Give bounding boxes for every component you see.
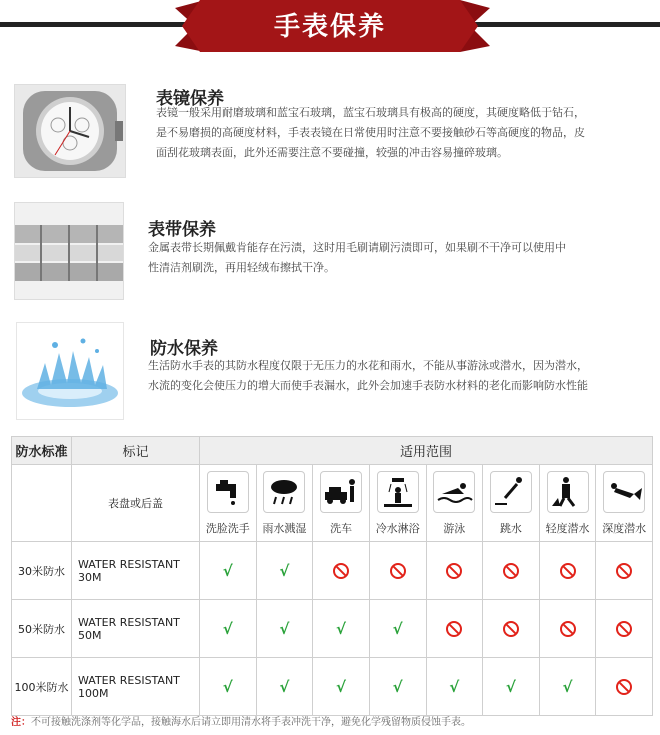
diving-icon [490,471,532,513]
blank-cell [12,465,72,542]
activity-label: 轻度潜水 [545,522,590,535]
waterproof-care-text: 生活防水手表的其防水程度仅限于无压力的水花和雨水，不能从事游泳或潜水，因为潜水，水流的变化会使压力的增大而使手表漏水，此外会加速手表防水材料的老化而影响防水性能 [148,359,588,392]
suitability-cell [426,600,483,658]
shower-icon [377,471,419,513]
watch-face-image [14,84,126,178]
footnote-text: 不可接触洗涤剂等化学品，接触海水后请立即用清水将手表冲洗干净，避免化学残留物质侵蚀手表。 [31,717,471,728]
suitability-cell [313,542,370,600]
forbidden-icon [503,563,519,579]
suitability-cell [200,658,257,716]
activity-label: 深度潜水 [602,522,647,535]
header-standard: 防水标准 [12,437,72,465]
table-row [12,600,653,658]
activity-cell [200,465,257,542]
water-splash-image [16,322,124,420]
car-wash-icon [320,471,362,513]
check-mark: √ [279,561,290,580]
activity-cell [539,465,596,542]
forbidden-icon [560,621,576,637]
forbidden-icon [503,621,519,637]
activity-label: 雨水溅湿 [262,522,307,535]
suitability-cell [596,658,653,716]
water-resistance-table [11,436,653,716]
activity-cell [369,465,426,542]
suitability-cell [256,542,313,600]
forbidden-icon [390,563,406,579]
footnote [11,713,471,728]
rating-label: 100米防水 [12,658,72,716]
suitability-cell [596,600,653,658]
check-mark: √ [392,619,403,638]
check-mark: √ [336,619,347,638]
suitability-cell [369,658,426,716]
header-range: 适用范围 [200,437,653,465]
check-mark: √ [222,677,233,696]
suitability-cell [483,542,540,600]
forbidden-icon [616,679,632,695]
metal-strap-image [14,202,124,300]
suitability-cell [256,658,313,716]
forbidden-icon [446,621,462,637]
title-banner [0,0,660,52]
suitability-cell [596,542,653,600]
banner-title: 手表保养 [273,12,386,42]
forbidden-icon [446,563,462,579]
mark-subheader: 表盘或后盖 [72,465,200,542]
forbidden-icon [560,563,576,579]
suitability-cell [539,600,596,658]
faucet-icon [207,471,249,513]
check-mark: √ [279,677,290,696]
check-mark: √ [222,619,233,638]
deep-dive-icon [603,471,645,513]
check-mark: √ [562,677,573,696]
rating-label: 50米防水 [12,600,72,658]
table-row [12,542,653,600]
suitability-cell [426,542,483,600]
activity-label: 冷水淋浴 [375,522,420,535]
activity-label: 洗脸洗手 [205,522,250,535]
rating-mark: WATER RESISTANT 100M [72,658,200,716]
forbidden-icon [616,621,632,637]
suitability-cell [483,600,540,658]
activity-cell [483,465,540,542]
check-mark: √ [505,677,516,696]
activity-cell [426,465,483,542]
activity-cell [256,465,313,542]
suitability-cell [369,600,426,658]
activity-cell [596,465,653,542]
waterproof-care-title: 防水保养 [150,339,218,359]
suitability-cell [426,658,483,716]
swimming-icon [433,471,475,513]
crystal-care-text: 表镜一般采用耐磨玻璃和蓝宝石玻璃，蓝宝石玻璃具有极高的硬度，其硬度略低于钻石，是不易磨损的高硬度材料，手表表镜在日常使用时注意不要接触砂石等高硬度的物品，皮面刮花玻璃表面，此外还需要注意不要碰撞，较强的冲击容易撞碎玻璃。 [156,106,585,159]
activity-label: 游泳 [443,522,466,535]
check-mark: √ [449,677,460,696]
suitability-cell [313,600,370,658]
rating-label: 30米防水 [12,542,72,600]
forbidden-icon [616,563,632,579]
activity-label: 洗车 [330,522,353,535]
suitability-cell [256,600,313,658]
suitability-cell [483,658,540,716]
check-mark: √ [336,677,347,696]
header-mark: 标记 [72,437,200,465]
activity-label: 跳水 [499,522,522,535]
activity-cell [313,465,370,542]
footnote-prefix: 注： [11,717,31,728]
table-row [12,658,653,716]
suitability-cell [369,542,426,600]
suitability-cell [539,658,596,716]
rain-cloud-icon [263,471,305,513]
forbidden-icon [333,563,349,579]
suitability-cell [539,542,596,600]
check-mark: √ [222,561,233,580]
suitability-cell [200,542,257,600]
crystal-care-title: 表镜保养 [156,89,224,109]
suitability-cell [313,658,370,716]
strap-care-text: 金属表带长期佩戴肯能存在污渍，这时用毛刷请刷污渍即可，如果刷不干净可以使用中性清洁剂刷洗，再用轻绒布擦拭干净。 [148,241,566,274]
rating-mark: WATER RESISTANT 30M [72,542,200,600]
check-mark: √ [392,677,403,696]
rating-mark: WATER RESISTANT 50M [72,600,200,658]
scuba-icon [547,471,589,513]
strap-care-title: 表带保养 [148,220,216,240]
suitability-cell [200,600,257,658]
check-mark: √ [279,619,290,638]
